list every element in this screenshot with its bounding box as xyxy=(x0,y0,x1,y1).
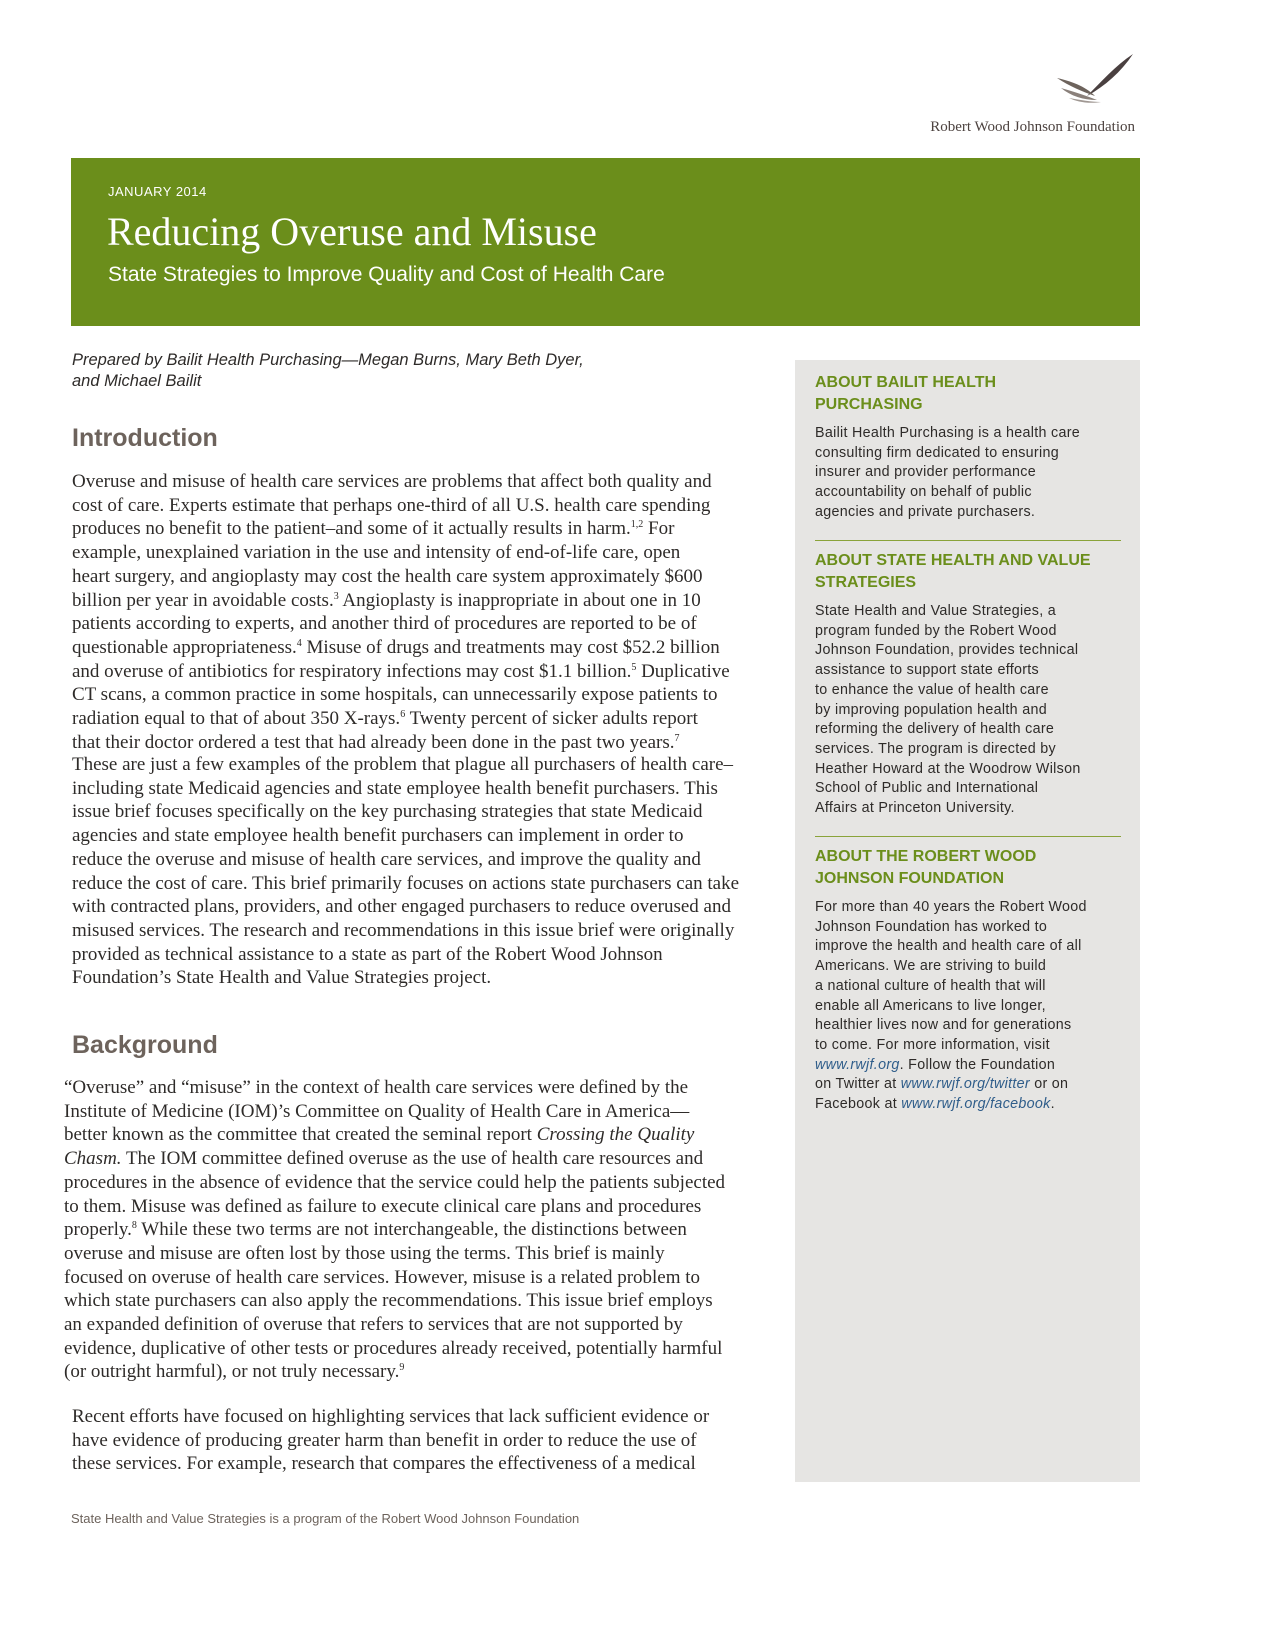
text-line: a national culture of health that will xyxy=(815,977,1046,994)
text-line: agencies and state employee health benefit purchasers can implement in order to xyxy=(72,825,684,847)
text-line: with contracted plans, providers, and other engaged purchasers to reduce overused and xyxy=(72,896,731,918)
text-line: Institute of Medicine (IOM)’s Committee on Quality of Health Care in America— xyxy=(64,1100,690,1122)
page-title: Reducing Overuse and Misuse xyxy=(107,209,597,254)
text-line: Johnson Foundation, provides technical xyxy=(815,642,1079,659)
text-line: Affairs at Princeton University. xyxy=(815,800,1015,817)
text-line: and overuse of antibiotics for respiratory infections may cost $1.1 billion.$^5$ Duplicative xyxy=(72,660,730,682)
footnote-ref: 9 xyxy=(399,1362,405,1374)
sidebar-text xyxy=(815,602,1125,819)
wing-logo-icon xyxy=(1055,52,1135,108)
footnote-ref: 3 xyxy=(333,590,339,602)
logo-text: Robert Wood Johnson Foundation xyxy=(930,119,1135,135)
page-subtitle: State Strategies to Improve Quality and Cost of Health Care xyxy=(108,263,665,286)
text-line: accountability on behalf of public xyxy=(815,484,1032,501)
text-line: produces no benefit to the patient–and some of it actually results in harm.$^{1,2}$ For xyxy=(72,518,675,540)
prepared-by-line: Prepared by Bailit Health Purchasing—Megan Burns, Mary Beth Dyer, xyxy=(72,351,584,369)
text-line: Heather Howard at the Woodrow Wilson xyxy=(815,760,1081,777)
text-line: that their doctor ordered a test that had already been done in the past two years.$^7$ xyxy=(72,731,680,753)
text-line: Facebook at www.rwjf.org/facebook. xyxy=(815,1096,1055,1113)
text-line: misused services. The research and recommendations in this issue brief were originally xyxy=(72,919,735,941)
text-line: including state Medicaid agencies and state employee health benefit purchasers. This xyxy=(72,777,718,799)
footnote-ref: 1,2 xyxy=(630,519,644,531)
text-line: to them. Misuse was defined as failure to execute clinical care plans and procedures xyxy=(64,1195,702,1217)
link[interactable]: www.rwjf.org/facebook xyxy=(901,1096,1051,1113)
footnote-ref: 7 xyxy=(674,732,680,744)
sidebar-text xyxy=(815,898,1125,1115)
text-line: CT scans, a common practice in some hospitals, can unnecessarily expose patients to xyxy=(72,684,718,706)
background-heading: Background xyxy=(72,1031,218,1059)
text-line: Johnson Foundation has worked to xyxy=(815,918,1048,935)
sidebar-section-rwjf xyxy=(815,846,1125,1115)
sidebar-heading: ABOUT THE ROBERT WOOD JOHNSON FOUNDATION xyxy=(815,848,1037,887)
text-line: heart surgery, and angioplasty may cost the health care system approximately $600 xyxy=(72,565,703,587)
footnote-ref: 6 xyxy=(400,709,406,721)
text-line: State Health and Value Strategies, a xyxy=(815,603,1057,619)
text-line: which state purchasers can also apply the recommendations. This issue brief employs xyxy=(64,1290,713,1312)
text-line: by improving population health and xyxy=(815,701,1047,718)
text-line: to come. For more information, visit xyxy=(815,1036,1050,1053)
background-paragraph-1 xyxy=(64,1076,725,1384)
footnote-ref: 5 xyxy=(631,661,637,673)
text-line: reforming the delivery of health care xyxy=(815,721,1055,738)
text-line: these services. For example, research that compares the effectiveness of a medical xyxy=(72,1453,696,1475)
text-line: program funded by the Robert Wood xyxy=(815,622,1057,639)
publication-date: JANUARY 2014 xyxy=(108,184,207,199)
sidebar-divider xyxy=(815,540,1121,541)
link[interactable]: www.rwjf.org xyxy=(815,1056,900,1073)
text-line: an expanded definition of overuse that refers to services that are not supported by xyxy=(64,1314,683,1336)
sidebar xyxy=(795,360,1140,1482)
text-line: services. The program is directed by xyxy=(815,740,1056,757)
sidebar-text xyxy=(815,424,1125,523)
sidebar-heading: ABOUT STATE HEALTH AND VALUE STRATEGIES xyxy=(815,552,1091,591)
text-line: focused on overuse of health care services. However, misuse is a related problem to xyxy=(64,1266,701,1288)
text-line: Bailit Health Purchasing is a health care xyxy=(815,425,1081,441)
text-line: (or outright harmful), or not truly necessary.$^9$ xyxy=(64,1361,405,1383)
text-line: better known as the committee that created the seminal report Crossing the Quality xyxy=(64,1124,695,1146)
sidebar-heading: ABOUT BAILIT HEALTH PURCHASING xyxy=(815,374,997,413)
text-line: enable all Americans to live longer, xyxy=(815,997,1046,1014)
text-line: questionable appropriateness.$^4$ Misuse of drugs and treatments may cost $52.2 billion xyxy=(72,636,720,658)
intro-paragraph-2 xyxy=(72,753,739,990)
text-line: issue brief focuses specifically on the key purchasing strategies that state Medicaid xyxy=(72,801,703,823)
text-line: provided as technical assistance to a state as part of the Robert Wood Johnson xyxy=(72,943,663,965)
text-line: agencies and private purchasers. xyxy=(815,503,1036,520)
text-line: to enhance the value of health care xyxy=(815,681,1049,698)
text-line: procedures in the absence of evidence that the service could help the patients subjected xyxy=(64,1171,726,1193)
text-line: Foundation’s State Health and Value Strategies project. xyxy=(72,967,492,989)
text-line: These are just a few examples of the problem that plague all purchasers of health care– xyxy=(72,754,734,775)
prepared-by xyxy=(72,350,584,392)
text-line: assistance to support state efforts xyxy=(815,662,1040,679)
text-line: improve the health and health care of all xyxy=(815,938,1082,955)
text-line: properly.$^8$ While these two terms are not interchangeable, the distinctions between xyxy=(64,1219,687,1241)
text-line: Overuse and misuse of health care services are problems that affect both quality and xyxy=(72,471,712,492)
text-line: reduce the overuse and misuse of health care services, and improve the quality and xyxy=(72,848,701,870)
text-line: evidence, duplicative of other tests or procedures already received, potentially harmful xyxy=(64,1337,723,1359)
text-line: reduce the cost of care. This brief primarily focuses on actions state purchasers can take xyxy=(72,872,740,894)
text-line: Recent efforts have focused on highlighting services that lack sufficient evidence or xyxy=(72,1406,710,1427)
text-line: “Overuse” and “misuse” in the context of health care services were defined by the xyxy=(64,1077,689,1098)
link[interactable]: www.rwjf.org/twitter xyxy=(900,1076,1030,1093)
text-line: consulting firm dedicated to ensuring xyxy=(815,444,1059,461)
footnote-ref: 4 xyxy=(296,637,302,649)
footer-text: State Health and Value Strategies is a program of the Robert Wood Johnson Foundation xyxy=(71,1511,580,1526)
text-line: radiation equal to that of about 350 X-rays.$^6$ Twenty percent of sicker adults report xyxy=(72,708,698,730)
text-line: School of Public and International xyxy=(815,780,1039,797)
introduction-heading: Introduction xyxy=(72,424,218,452)
sidebar-section-bailit xyxy=(815,372,1125,523)
text-line: For more than 40 years the Robert Wood xyxy=(815,899,1087,915)
text-line: on Twitter at www.rwjf.org/twitter or on xyxy=(815,1076,1069,1093)
text-line: healthier lives now and for generations xyxy=(815,1017,1072,1034)
rwjf-logo xyxy=(875,52,1135,136)
sidebar-section-shvs xyxy=(815,550,1125,819)
title-banner xyxy=(71,158,1140,326)
footnote-ref: 8 xyxy=(131,1220,137,1232)
text-line: overuse and misuse are often lost by those using the terms. This brief is mainly xyxy=(64,1242,665,1264)
italic-title: Crossing the Quality xyxy=(536,1124,695,1146)
text-line: www.rwjf.org. Follow the Foundation xyxy=(815,1056,1056,1073)
text-line: patients according to experts, and another third of procedures are reported to be of xyxy=(72,613,697,635)
sidebar-divider xyxy=(815,836,1121,837)
background-paragraph-2 xyxy=(72,1405,709,1476)
text-line: have evidence of producing greater harm than benefit in order to reduce the use of xyxy=(72,1429,697,1451)
prepared-by-line: and Michael Bailit xyxy=(72,372,202,390)
intro-paragraph-1 xyxy=(72,470,730,754)
text-line: cost of care. Experts estimate that perhaps one-third of all U.S. health care spending xyxy=(72,494,711,516)
italic-title: Chasm. xyxy=(64,1148,122,1170)
text-line: Chasm. The IOM committee defined overuse as the use of health care resources and xyxy=(64,1148,704,1170)
text-line: insurer and provider performance xyxy=(815,464,1036,481)
text-line: billion per year in avoidable costs.$^3$ Angioplasty is inappropriate in about one in 10 xyxy=(72,589,701,611)
text-line: Americans. We are striving to build xyxy=(815,958,1047,975)
text-line: example, unexplained variation in the use and intensity of end-of-life care, open xyxy=(72,542,681,564)
